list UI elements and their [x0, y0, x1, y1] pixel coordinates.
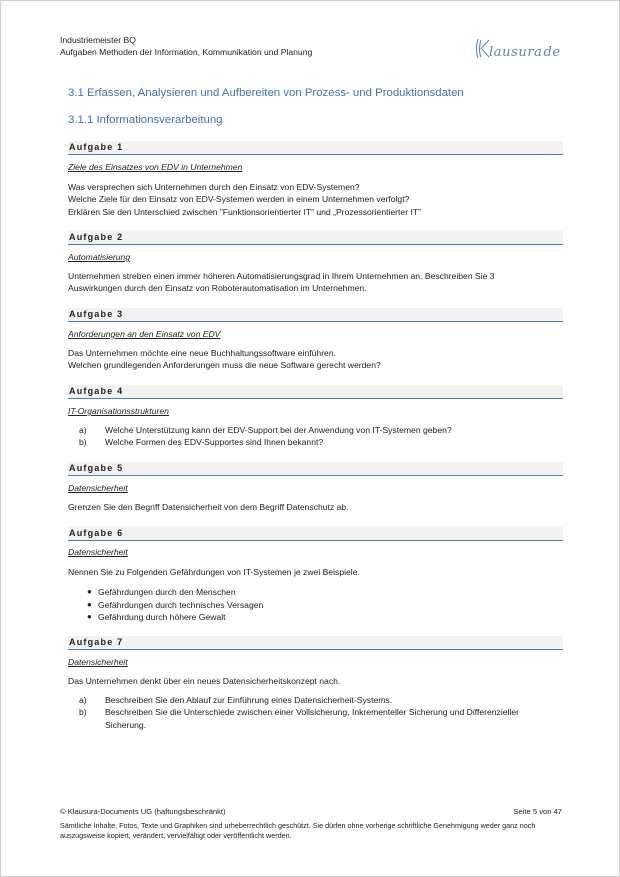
task-7-text — [68, 675, 560, 687]
copyright-text: © Klausura-Documents UG (haftungsbeschränkt) — [60, 807, 226, 816]
section-heading: 3.1 Erfassen, Analysieren und Aufbereiten von Prozess- und Produktionsdaten — [68, 87, 464, 99]
bullet-item — [87, 611, 263, 624]
task-1-header — [68, 141, 563, 155]
bullet-text: Gefährdungen durch den Menschen — [98, 587, 236, 597]
task-3-text — [68, 347, 560, 372]
subsection-heading: 3.1.1 Informationsverarbeitung — [68, 114, 223, 126]
list-item — [79, 706, 559, 731]
list-marker: b) — [79, 707, 87, 718]
page-header — [60, 34, 312, 58]
task-3-subtitle: Anforderungen an den Einsatz von EDV — [68, 329, 221, 339]
list-item-text: Beschreiben Sie den Ablauf zur Einführung eines Datensicherheit-Systems. — [105, 695, 393, 705]
task-2-header — [68, 231, 563, 245]
header-line-1: Industriemeister BQ — [60, 35, 136, 45]
klausurade-logo — [475, 35, 577, 61]
task-2-line-2: Auswirkungen durch den Einsatz von Roboterautomatisation im Unternehmen. — [68, 283, 367, 294]
bullet-text: Gefährdungen durch technisches Versagen — [98, 599, 264, 610]
task-4-subtitle: IT-Organisationsstrukturen — [68, 406, 169, 416]
list-item — [79, 694, 559, 706]
task-1-label: Aufgabe 1 — [69, 142, 124, 152]
list-item — [79, 436, 559, 448]
task-3-label: Aufgabe 3 — [69, 309, 124, 319]
bullet-icon: ● — [87, 599, 92, 609]
bullet-item — [87, 599, 263, 612]
task-5-text — [68, 501, 560, 513]
list-item-text: Beschreiben Sie die Unterschiede zwischen einer Vollsicherung, Inkrementeller Sicherung und Differenzieller Sicherung. — [105, 707, 519, 730]
task-2-label: Aufgabe 2 — [69, 232, 124, 242]
logo-text: lausurade — [489, 45, 561, 60]
task-6-bullet-list — [87, 586, 263, 624]
task-7-line-1: Das Unternehmen denkt über ein neues Datensicherheitskonzept nach. — [68, 676, 341, 686]
task-3-line-1: Das Unternehmen möchte eine neue Buchhaltungssoftware einführen. — [68, 348, 337, 358]
task-5-header — [68, 462, 563, 476]
list-marker: a) — [79, 695, 87, 705]
task-1-line-3: Erklären Sie den Unterschied zwischen ”Funktionsorientierter IT” und „Prozessorientierter IT” — [68, 206, 421, 217]
task-6-header — [68, 527, 563, 541]
task-6-label: Aufgabe 6 — [69, 528, 124, 538]
copyright-notice: Sämtliche Inhalte, Fotos, Texte und Graphiken sind urheberrechtlich geschützt. Sie dürfen ohne vorherige schriftliche Genehmigung weder ganz noch auszugsweise kopiert, verändert, vervielfältigt oder veröffentlicht werden. — [60, 821, 536, 840]
header-line-2: Aufgaben Methoden der Information, Kommunikation und Planung — [60, 47, 313, 57]
bullet-icon: ● — [87, 587, 92, 596]
task-6-subtitle: Datensicherheit — [68, 547, 128, 557]
task-2-line-1: Unternehmen streben einen immer höheren Automatisierungsgrad in Ihrem Unternehmen an. Beschreiben Sie 3 — [68, 271, 495, 281]
task-5-line-1: Grenzen Sie den Begriff Datensicherheit von dem Begriff Datenschutz ab. — [68, 502, 349, 512]
page-footer — [60, 807, 562, 816]
list-marker: a) — [79, 425, 87, 435]
list-item-text: Welche Unterstützung kann der EDV-Support bei der Anwendung von IT-Systemen geben? — [105, 425, 452, 435]
task-7-subtitle: Datensicherheit — [68, 657, 128, 667]
task-5-label: Aufgabe 5 — [69, 463, 124, 473]
bullet-icon: ● — [87, 612, 92, 622]
page-number: Seite 5 von 47 — [513, 807, 562, 816]
task-5-subtitle: Datensicherheit — [68, 483, 128, 493]
task-1-text — [68, 181, 560, 218]
list-item — [79, 424, 559, 436]
task-2-text — [68, 270, 560, 295]
task-2-subtitle: Automatisierung — [68, 252, 131, 262]
task-7-list — [79, 694, 559, 731]
task-1-line-2: Welche Ziele für den Einsatz von EDV-Systemen werden in einem Unternehmen verfolgt? — [68, 194, 410, 205]
task-4-label: Aufgabe 4 — [69, 386, 124, 396]
task-1-subtitle: Ziele des Einsatzes von EDV in Unternehmen — [68, 162, 243, 172]
task-6-line-1: Nennen Sie zu Folgenden Gefährdungen von IT-Systemen je zwei Beispiele. — [68, 567, 360, 577]
task-1-line-1: Was versprechen sich Unternehmen durch den Einsatz von EDV-Systemen? — [68, 182, 360, 192]
bullet-text: Gefährdung durch höhere Gewalt — [98, 612, 226, 623]
task-4-list — [79, 424, 559, 449]
task-7-header — [68, 636, 563, 650]
list-item-text: Welche Formen des EDV-Supportes sind Ihnen bekannt? — [105, 437, 324, 448]
task-6-text — [68, 566, 560, 578]
bullet-item — [87, 586, 263, 599]
list-marker: b) — [79, 437, 87, 448]
task-4-header — [68, 385, 563, 399]
task-7-label: Aufgabe 7 — [69, 637, 124, 647]
task-3-header — [68, 308, 563, 322]
task-3-line-2: Welchen grundlegenden Anforderungen muss die neue Software gerecht werden? — [68, 360, 381, 371]
